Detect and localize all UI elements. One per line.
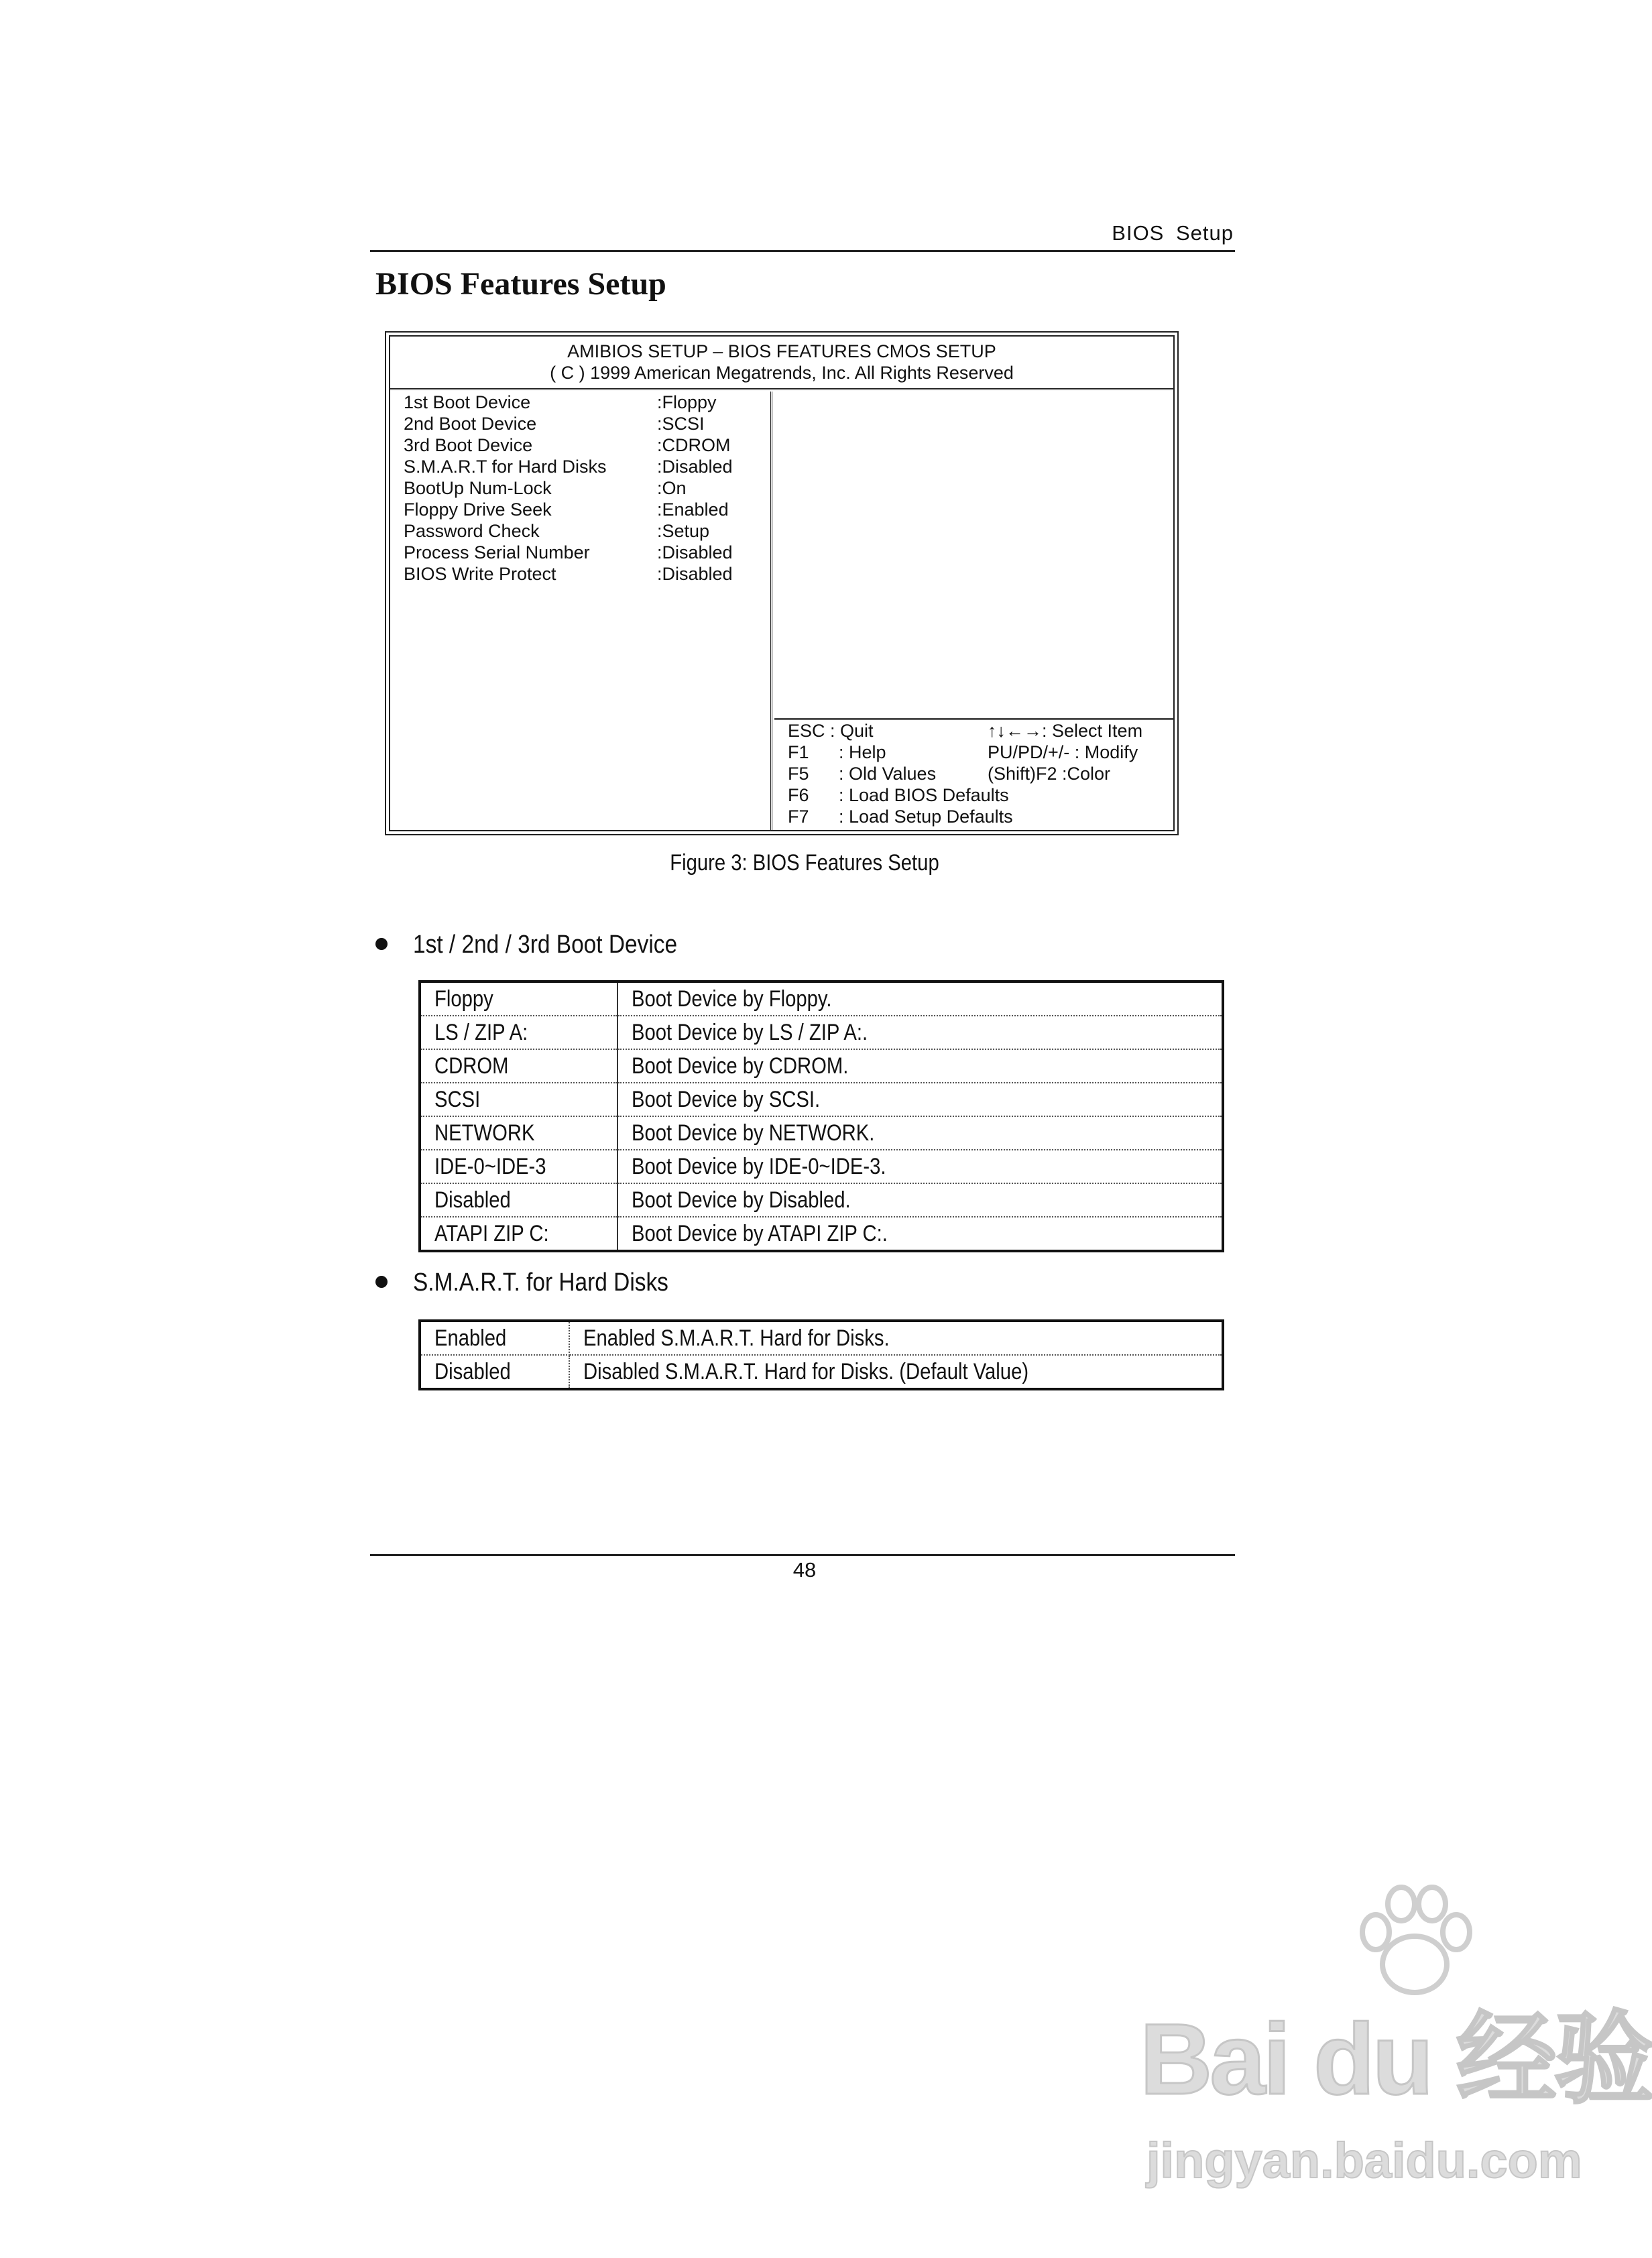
description-cell: Boot Device by ATAPI ZIP C:. [631, 1221, 888, 1246]
setting-label: 2nd Boot Device [404, 414, 537, 434]
smart-table [418, 1319, 1224, 1390]
key-right-desc: PU/PD/+/- : Modify [988, 742, 1138, 762]
setting-value: :CDROM [657, 435, 731, 455]
bios-copyright: ( C ) 1999 American Megatrends, Inc. All Rights Reserved [550, 363, 1014, 383]
bios-item-help-panel [774, 392, 1173, 720]
setting-value: :Disabled [657, 542, 733, 562]
table-row [420, 1355, 1223, 1389]
setting-label: 1st Boot Device [404, 392, 531, 412]
description-cell: Boot Device by Disabled. [617, 1183, 1223, 1217]
watermark-url: jingyan.baidu.com [1146, 2133, 1582, 2188]
setting-label: BIOS Write Protect [404, 564, 556, 584]
bullet-text: S.M.A.R.T. for Hard Disks [413, 1268, 668, 1297]
key-legend-row [788, 784, 1170, 806]
setting-value: :Enabled [657, 499, 729, 520]
description-cell: Boot Device by SCSI. [617, 1083, 1223, 1116]
setting-value: :On [657, 478, 687, 498]
page-number: 48 [792, 1558, 817, 1582]
option-cell: NETWORK [420, 1116, 617, 1150]
table-row [420, 1183, 1223, 1217]
bullet-icon [375, 1276, 388, 1288]
footer-rule [370, 1554, 1235, 1556]
bios-settings-panel [390, 392, 772, 830]
setting-label: S.M.A.R.T for Hard Disks [404, 457, 607, 477]
key-name: F7 [788, 807, 809, 827]
table-row [420, 1321, 1223, 1355]
key-name: F6 [788, 785, 809, 805]
watermark-brand: Bai du 经验 [1140, 2003, 1652, 2115]
table-row [420, 1049, 1223, 1083]
key-desc: : Load BIOS Defaults [839, 785, 1009, 805]
table-row [420, 1083, 1223, 1116]
option-cell: SCSI [420, 1083, 617, 1116]
description-cell: Enabled S.M.A.R.T. Hard for Disks. [569, 1321, 1223, 1355]
description-cell: Boot Device by CDROM. [617, 1049, 1223, 1083]
bullet-text: 1st / 2nd / 3rd Boot Device [413, 931, 678, 959]
setting-label: Password Check [404, 521, 540, 541]
option-cell: CDROM [420, 1049, 617, 1083]
setting-value: :SCSI [657, 414, 705, 434]
description-cell: Boot Device by Floppy. [617, 982, 1223, 1016]
setting-label: Floppy Drive Seek [404, 499, 552, 520]
setting-value: :Setup [657, 521, 710, 541]
setting-label: Process Serial Number [404, 542, 590, 562]
table-row [420, 1016, 1223, 1049]
setting-value: :Floppy [657, 392, 717, 412]
option-cell: Disabled [420, 1183, 617, 1217]
description-cell: Disabled S.M.A.R.T. Hard for Disks. (Default Value) [583, 1359, 1028, 1384]
description-cell: Boot Device by IDE-0~IDE-3. [617, 1150, 1223, 1183]
key-desc: : Old Values [839, 764, 937, 784]
key-name: F5 [788, 764, 809, 784]
boot-device-heading [375, 931, 979, 959]
table-row [420, 1116, 1223, 1150]
description-cell: Boot Device by LS / ZIP A:. [617, 1016, 1223, 1049]
bios-titlebar [390, 337, 1173, 390]
key-desc: : Help [839, 742, 886, 762]
key-right-desc: ↑↓←→: Select Item [988, 721, 1143, 741]
setting-value: :Disabled [657, 457, 733, 477]
key-legend-row [788, 741, 1170, 763]
table-row [420, 982, 1223, 1016]
option-cell: Enabled [420, 1321, 569, 1355]
table-row [420, 1150, 1223, 1183]
boot-device-table [418, 980, 1224, 1252]
key-desc: : Load Setup Defaults [839, 807, 1013, 827]
page-title: BIOS Features Setup [375, 266, 666, 302]
table-row [420, 1217, 1223, 1251]
setting-label: 3rd Boot Device [404, 435, 533, 455]
key-legend-row [788, 763, 1170, 784]
baidu-watermark [1133, 1877, 1652, 2212]
option-cell: Disabled [420, 1355, 569, 1389]
bullet-icon [375, 938, 388, 950]
option-cell: LS / ZIP A: [420, 1016, 617, 1049]
key-right-desc: (Shift)F2 :Color [988, 764, 1111, 784]
description-cell: Boot Device by NETWORK. [617, 1116, 1223, 1150]
running-header: BIOS Setup [1112, 221, 1234, 245]
key-legend-row [788, 720, 1170, 741]
setting-label: BootUp Num-Lock [404, 478, 552, 498]
figure-caption: Figure 3: BIOS Features Setup [670, 850, 939, 876]
bios-key-legend [774, 720, 1173, 830]
option-cell: Floppy [420, 982, 617, 1016]
setting-value: :Disabled [657, 564, 733, 584]
option-cell: IDE-0~IDE-3 [420, 1150, 617, 1183]
header-rule [370, 250, 1235, 252]
key-legend-row [788, 806, 1170, 827]
key-name: ESC : Quit [788, 721, 874, 741]
option-cell: ATAPI ZIP C: [420, 1217, 617, 1251]
bios-screen [389, 335, 1175, 831]
smart-heading [375, 1268, 979, 1297]
key-name: F1 [788, 742, 809, 762]
bios-title: AMIBIOS SETUP – BIOS FEATURES CMOS SETUP [567, 341, 996, 361]
